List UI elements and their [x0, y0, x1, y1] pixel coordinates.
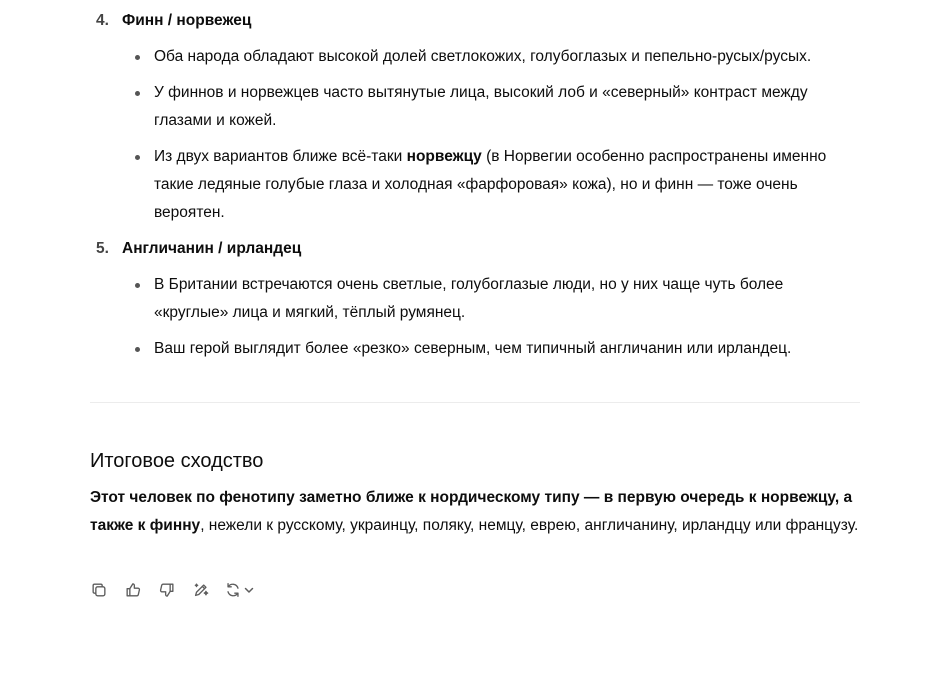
list-number: 4.	[96, 12, 109, 29]
bullet-bold-text: норвежцу	[406, 148, 482, 165]
list-item-title: Англичанин / ирландец	[122, 240, 302, 257]
dislike-button[interactable]	[156, 579, 178, 601]
summary-rest-text: , нежели к русскому, украинцу, поляку, немцу, еврею, англичанину, ирландцу или французу.	[200, 517, 859, 534]
bullet-text: Из двух вариантов ближе всё-таки	[154, 148, 407, 165]
edit-button[interactable]	[190, 579, 212, 601]
list-item	[90, 235, 860, 363]
list-item-title: Финн / норвежец	[122, 12, 252, 29]
edit-icon	[192, 581, 210, 599]
chevron-down-icon	[243, 584, 255, 596]
thumbs-up-icon	[124, 581, 142, 599]
message-actions	[88, 579, 255, 601]
message-content	[90, 7, 860, 371]
copy-button[interactable]	[88, 579, 110, 601]
regenerate-button[interactable]	[224, 581, 255, 599]
summary-bold-text: Этот человек по фенотипу заметно ближе к нордическому типу — в первую очередь к норвежцу, а также к финну	[90, 489, 853, 534]
bullet-item: Ваш герой выглядит более «резко» северным, чем типичный англичанин или ирландец.	[122, 335, 860, 363]
summary-paragraph	[90, 484, 860, 540]
list-number: 5.	[96, 240, 109, 257]
regenerate-icon	[224, 581, 242, 599]
bullet-item	[122, 143, 860, 227]
bullet-list	[122, 43, 860, 227]
bullet-item: У финнов и норвежцев часто вытянутые лица, высокий лоб и «северный» контраст между глазами и кожей.	[122, 79, 860, 135]
section-divider	[90, 402, 860, 403]
bullet-item: В Британии встречаются очень светлые, голубоглазые люди, но у них чаще чуть более «круглые» лица и мягкий, тёплый румянец.	[122, 271, 860, 327]
thumbs-down-icon	[158, 581, 176, 599]
summary-heading: Итоговое сходство	[90, 450, 264, 472]
copy-icon	[90, 581, 108, 599]
numbered-list	[90, 7, 860, 363]
bullet-text: (в Норвегии особенно распространены именно такие ледяные голубые глаза и холодная «фарфоровая» кожа), но и финн — тоже очень вероятен.	[154, 148, 827, 221]
bullet-item: Оба народа обладают высокой долей светлокожих, голубоглазых и пепельно-русых/русых.	[122, 43, 860, 71]
list-item	[90, 7, 860, 227]
like-button[interactable]	[122, 579, 144, 601]
bullet-list	[122, 271, 860, 363]
